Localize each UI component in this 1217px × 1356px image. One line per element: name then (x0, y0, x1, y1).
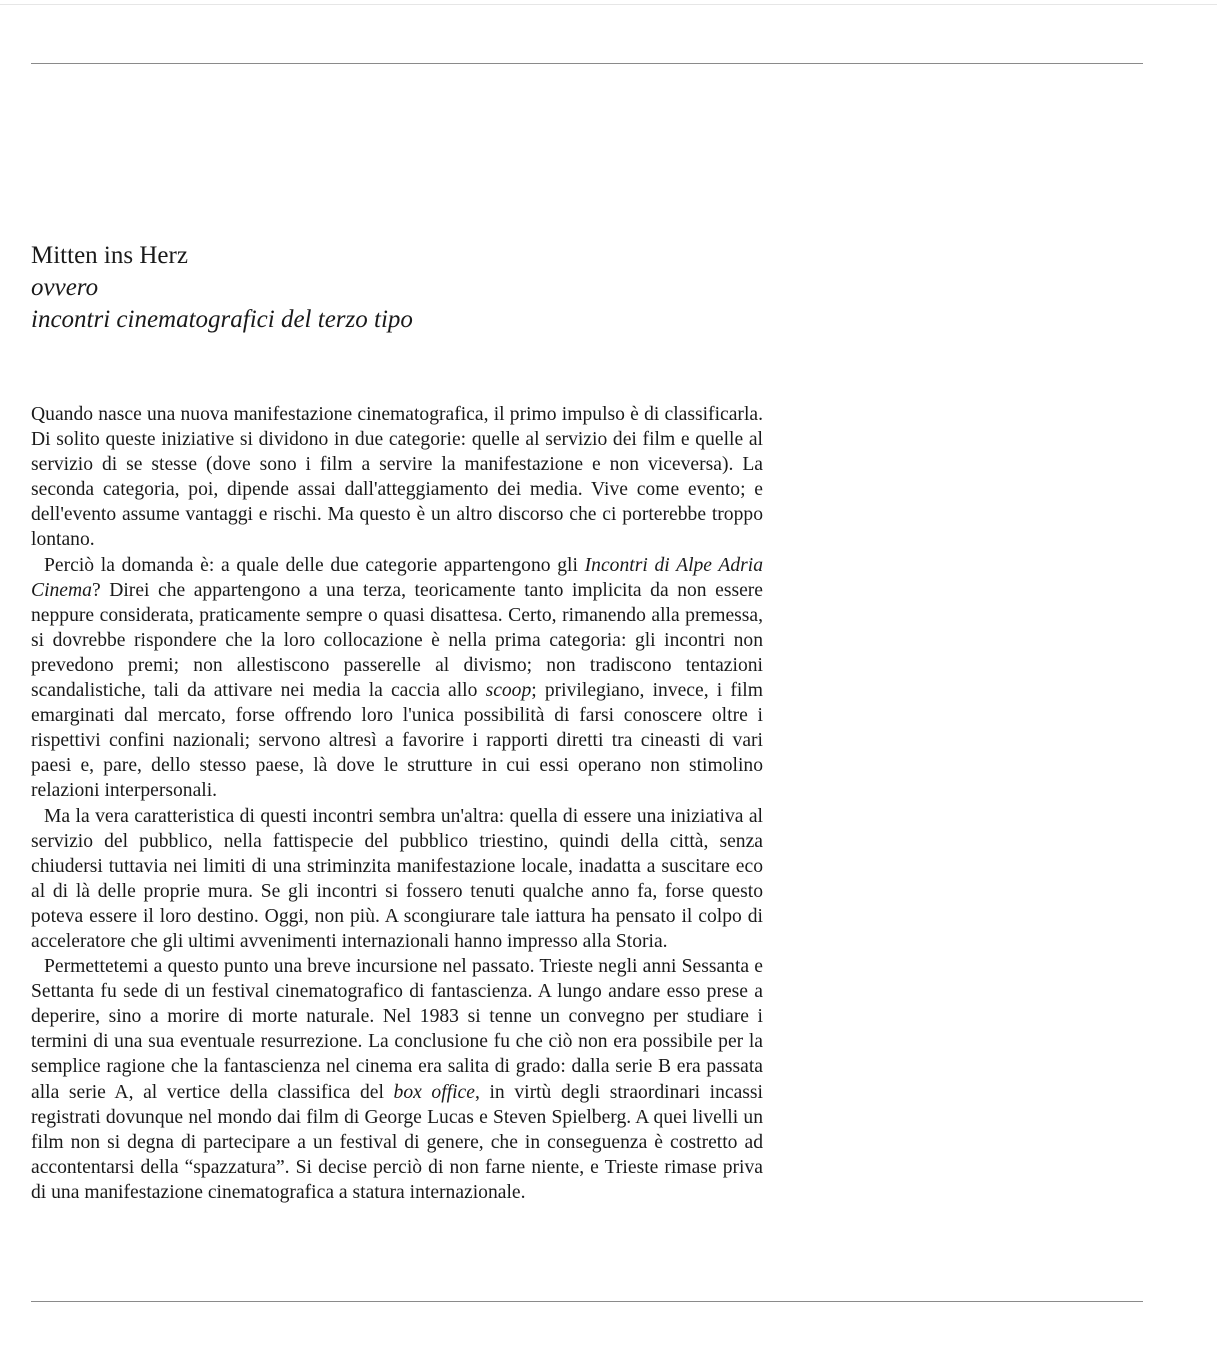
subtitle: incontri cinematografici del terzo tipo (31, 306, 413, 333)
paragraph-2-emphasis-incontri: Incontri di Alpe Adria Cinema (31, 554, 764, 601)
bottom-rule (31, 1301, 1143, 1302)
article-body (31, 402, 763, 1205)
paragraph-2-text-b: ? Direi che appartengono a una terza, teoricamente tanto implicita da non essere neppure considerata, praticamente sempre o quasi disattesa. Certo, rimanendo alla premessa, si dovrebbe rispondere che la loro collocazione è nella prima categoria: gli incontri non prevedono premi; non allestiscono passerelle al divismo; non tradiscono tentazioni scandalistiche, tali da attivare nei media la caccia allo (31, 579, 763, 702)
paragraph-4 (31, 954, 763, 1205)
title-block (31, 240, 731, 336)
paragraph-1: Quando nasce una nuova manifestazione cinematografica, il primo impulso è di classificarla. Di solito queste iniziative si dividono in due categorie: quelle al servizio dei film e quelle al servizio di se stesse (dove sono i film a servire la manifestazione e non viceversa). La seconda categoria, poi, dipende assai dall'atteggiamento dei media. Vive come evento; e dell'evento assume vantaggi e rischi. Ma questo è un altro discorso che ci porterebbe troppo lontano. (31, 404, 763, 551)
title-connector: ovvero (31, 274, 99, 301)
paragraph-2-text-a: Perciò la domanda è: a quale delle due categorie appartengono gli (44, 554, 585, 576)
top-rule (31, 63, 1143, 64)
title: Mitten ins Herz (31, 242, 188, 269)
paragraph-4-text-a: Permettetemi a questo punto una breve incursione nel passato. Trieste negli anni Sessanta e Settanta fu sede di un festival cinematografico di fantascienza. A lungo andare esso prese a deperire, sino a morire di morte naturale. Nel 1983 si tenne un convegno per studiare i termini di una sua eventuale resurrezione. La conclusione fu che ciò non era possibile per la semplice ragione che la fantascienza nel cinema era salita di grado: dalla serie B era passata alla serie A, al vertice della classifica del (31, 956, 763, 1103)
paragraph-2-emphasis-scoop: scoop (485, 680, 532, 702)
paragraph-4-emphasis-box-office: box office (393, 1081, 475, 1103)
paragraph-2-text-c: ; privilegiano, invece, i film emarginati dal mercato, forse offrendo loro l'unica possibilità di farsi conoscere oltre i rispettivi confini nazionali; servono altresì a favorire i rapporti diretti tra cineasti di vari paesi e, pare, dello stesso paese, là dove le strutture in cui essi operano non stimolino relazioni interpersonali. (31, 680, 763, 802)
paragraph-4-text-b: , in virtù degli straordinari incassi registrati dovunque nel mondo dai film di George Lucas e Steven Spielberg. A quei livelli un film non si degna di partecipare a un festival di genere, che in conseguenza è costretto ad accontentarsi della “spazzatura”. Si decise perciò di non farne niente, e Trieste rimase priva di una manifestazione cinematografica a statura internazionale. (31, 1081, 763, 1203)
page-top-edge (0, 4, 1217, 5)
paragraph-3: Ma la vera caratteristica di questi incontri sembra un'altra: quella di essere una iniziativa al servizio del pubblico, nella fattispecie del pubblico triestino, quindi della città, senza chiudersi tuttavia nei limiti di una striminzita manifestazione locale, inadatta a suscitare eco al di là delle proprie mura. Se gli incontri si fossero tenuti qualche anno fa, forse questo poteva essere il loro destino. Oggi, non più. A scongiurare tale iattura ha pensato il colpo di acceleratore che gli ultimi avvenimenti internazionali hanno impresso alla Storia. (31, 805, 763, 952)
paragraph-2 (31, 553, 763, 804)
